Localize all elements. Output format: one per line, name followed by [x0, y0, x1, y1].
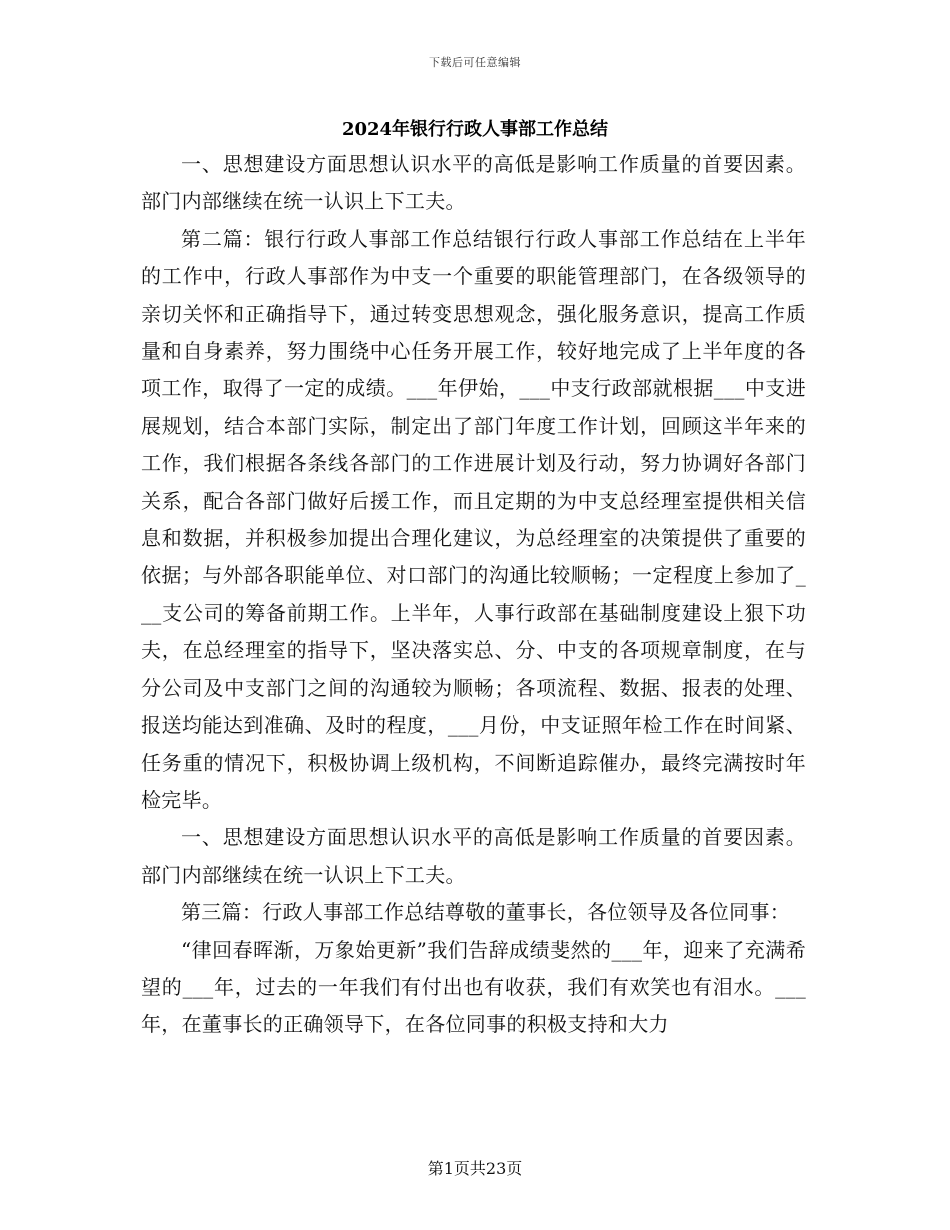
paragraph: 第二篇：银行行政人事部工作总结银行行政人事部工作总结在上半年的工作中，行政人事部作为中支一个重要的职能管理部门，在各级领导的亲切关怀和正确指导下，通过转变思想观念，强化服务意识，提高工作质量和自身素养，努力围绕中心任务开展工作，较好地完成了上半年度的各项工作，取得了一定的成绩。___年伊始，___中支行政部就根据___中支进展规划，结合本部门实际，制定出了部门年度工作计划，回顾这半年来的工作，我们根据各条线各部门的工作进展计划及行动，努力协调好各部门关系，配合各部门做好后援工作，而且定期的为中支总经理室提供相关信息和数据，并积极参加提出合理化建议，为总经理室的决策提供了重要的依据；与外部各职能单位、对口部门的沟通比较顺畅；一定程度上参加了___支公司的筹备前期工作。上半年，人事行政部在基础制度建设上狠下功夫，在总经理室的指导下，坚决落实总、分、中支的各项规章制度，在与分公司及中支部门之间的沟通较为顺畅；各项流程、数据、报表的处理、报送均能达到准确、及时的程度，___月份，中支证照年检工作在时间紧、任务重的情况下，积极协调上级机构，不间断追踪催办，最终完满按时年检完毕。 [141, 226, 806, 812]
page-header-note: 下载后可任意编辑 [429, 56, 521, 69]
document-body [141, 146, 806, 1044]
document-title: 2024年银行行政人事部工作总结 [341, 119, 609, 140]
paragraph: 一、思想建设方面思想认识水平的高低是影响工作质量的首要因素。部门内部继续在统一认识上下工夫。 [141, 152, 806, 214]
paragraph: “律回春晖渐，万象始更新”我们告辞成绩斐然的___年，迎来了充满希望的___年，过去的一年我们有付出也有收获，我们有欢笑也有泪水。___年，在董事长的正确领导下，在各位同事的积极支持和大力 [141, 937, 806, 1037]
paragraph: 第三篇：行政人事部工作总结尊敬的董事长，各位领导及各位同事： [181, 900, 790, 925]
page-number-footer: 第1页共23页 [427, 1159, 523, 1178]
paragraph: 一、思想建设方面思想认识水平的高低是影响工作质量的首要因素。部门内部继续在统一认识上下工夫。 [141, 825, 806, 887]
